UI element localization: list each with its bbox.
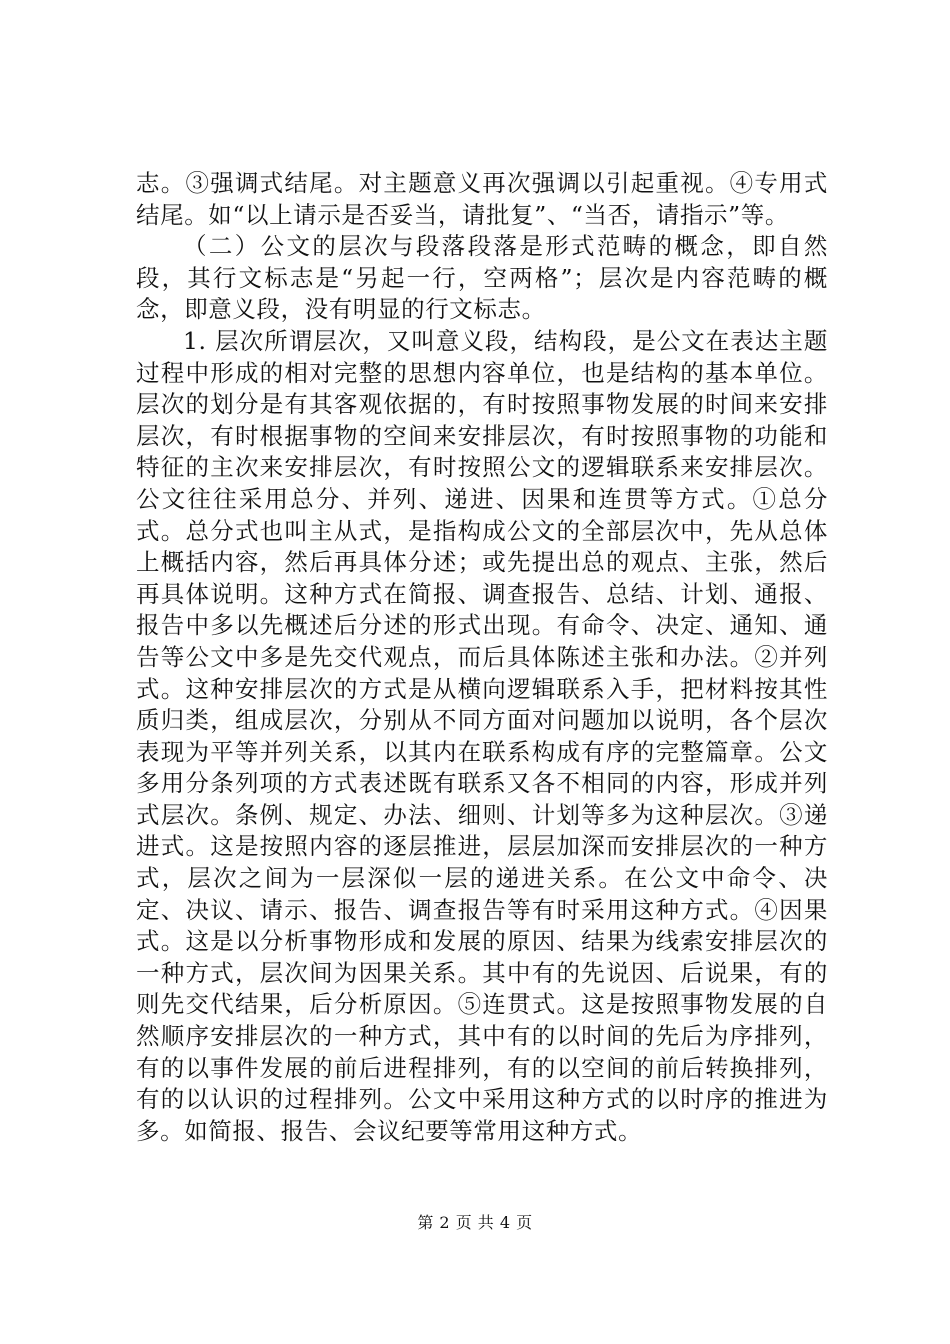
paragraph-continuation: 志。③强调式结尾。对主题意义再次强调以引起重视。④专用式结尾。如“以上请示是否妥当，请批复”、“当否，请指示”等。 — [136, 169, 828, 229]
page-footer: 第 2 页 共 4 页 — [417, 1213, 533, 1232]
document-body — [136, 168, 828, 1147]
paragraph-levels: 1. 层次所谓层次，又叫意义段，结构段，是公文在表达主题过程中形成的相对完整的思想内容单位，也是结构的基本单位。层次的划分是有其客观依据的，有时按照事物发展的时间来安排层次，有时根据事物的空间来安排层次，有时按照事物的功能和特征的主次来安排层次，有时按照公文的逻辑联系来安排层次。公文往往采用总分、并列、递进、因果和连贯等方式。①总分式。总分式也叫主从式，是指构成公文的全部层次中，先从总体上概括内容，然后再具体分述；或先提出总的观点、主张，然后再具体说明。这种方式在简报、调查报告、总结、计划、通报、报告中多以先概述后分述的形式出现。有命令、决定、通知、通告等公文中多是先交代观点，而后具体陈述主张和办法。②并列式。这种安排层次的方式是从横向逻辑联系入手，把材料按其性质归类，组成层次，分别从不同方面对问题加以说明，各个层次表现为平等并列关系，以其内在联系构成有序的完整篇章。公文多用分条列项的方式表述既有联系又各不相同的内容，形成并列式层次。条例、规定、办法、细则、计划等多为这种层次。③递进式。这是按照内容的逐层推进，层层加深而安排层次的一种方式，层次之间为一层深似一层的递进关系。在公文中命令、决定、决议、请示、报告、调查报告等有时采用这种方式。④因果式。这是以分析事物形成和发展的原因、结果为线索安排层次的一种方式，层次间为因果关系。其中有的先说因、后说果，有的则先交代结果，后分析原因。⑤连贯式。这是按照事物发展的自然顺序安排层次的一种方式，其中有的以时间的先后为序排列，有的以事件发展的前后进程排列，有的以空间的前后转换排列，有的以认识的过程排列。公文中采用这种方式的以时序的推进为多。如简报、报告、会议纪要等常用这种方式。 — [136, 326, 828, 1145]
paragraph-section-two: （二）公文的层次与段落段落是形式范畴的概念，即自然段，其行文标志是“另起一行，空两格”；层次是内容范畴的概念，即意义段，没有明显的行文标志。 — [136, 232, 828, 324]
